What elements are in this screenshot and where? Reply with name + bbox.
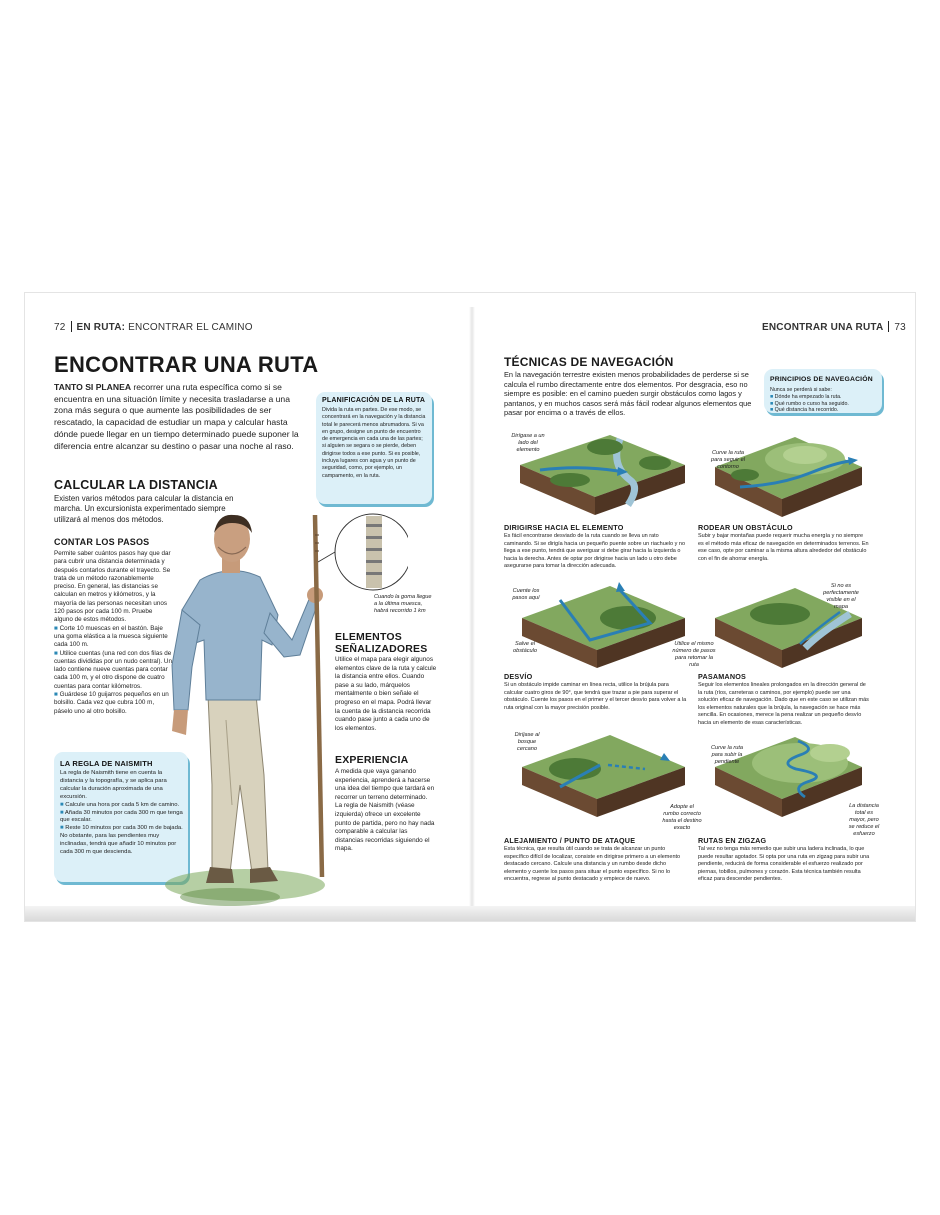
technique-heading-detour: DESVÍO xyxy=(504,672,533,681)
page-title: ENCONTRAR UNA RUTA xyxy=(54,352,319,377)
steps-item: ■ Utilice cuentas (una red con dos filas de cuentas divididas por un nudo central). Un lado contiene nueve cuentas para contar cada 100 m, y el otro dispone de cuatro cuentas para contar kilómetros. xyxy=(54,649,172,690)
stick-detail-magnifier xyxy=(318,510,408,596)
principles-body xyxy=(770,387,880,414)
nav-title: TÉCNICAS DE NAVEGACIÓN xyxy=(504,355,674,369)
principles-item: ■ Dónde ha empezado la ruta. xyxy=(770,393,842,400)
experience-text: A medida que vaya ganando experiencia, aprenderá a hacerse una idea del tiempo que tardará en recorrer un terreno determinado. La regla de Naismith (véase izquierda) ofrece un excelente punto de partida, pero no hay nada comparable a calcular las distancias recorridas siguiendo el mapa. xyxy=(335,768,435,853)
principles-item: ■ Qué rumbo o curso ha seguido. xyxy=(770,400,849,407)
naismith-heading: LA REGLA DE NAISMITH xyxy=(60,759,153,768)
technique-heading-contour: RODEAR UN OBSTÁCULO xyxy=(698,523,793,532)
steps-item: ■ Guárdese 10 guijarros pequeños en un bolsillo. Cada vez que cubra 100 m, páselo uno al otro bolsillo. xyxy=(54,691,169,715)
callout-zigzag-distance: La distancia total es mayor, pero se reduce el esfuerzo xyxy=(848,803,880,837)
planning-box xyxy=(316,392,432,504)
right-page-number: 73 xyxy=(894,322,906,333)
callout-nearby-forest: Diríjase al bosque cercano xyxy=(514,732,540,752)
naismith-item: ■ Reste 10 minutos por cada 300 m de bajada. No obstante, para las pendientes muy inclinadas, tendrá que añadir 10 minutos por cada 300 m que descienda. xyxy=(60,825,183,856)
principles-lead: Nunca se perderá si sabe: xyxy=(770,387,832,393)
technique-heading-handrail: PASAMANOS xyxy=(698,672,746,681)
right-header-title: ENCONTRAR UNA RUTA xyxy=(762,322,884,333)
technique-text-aim-off: Es fácil encontrarse desviado de la ruta cuando se lleva un rato caminando. Si se dirigía hacia un pequeño puente sobre un riachuelo y no llega a ese punto, tendrá que averiguar si debe girar hacia la izquierda o hacia la derecha. Antes de optar por dirigirse hacia un lado u otro debe asegurarse para tomar la dirección adecuada. xyxy=(504,533,686,569)
page-bottom-shadow xyxy=(25,906,915,921)
callout-zigzag-curve: Curve la ruta para subir la pendiente xyxy=(710,745,744,765)
calc-text: Existen varios métodos para calcular la distancia en marcha. Un excursionista experimentado siempre utilizará al menos dos métodos. xyxy=(54,494,234,524)
naismith-item: ■ Calcule una hora por cada 5 km de camino. xyxy=(60,801,180,808)
callout-handrail: Si no es perfectamente visible en el mapa xyxy=(823,583,859,610)
principles-heading: PRINCIPIOS DE NAVEGACIÓN xyxy=(770,376,873,383)
technique-heading-attack-point: ALEJAMIENTO / PUNTO DE ATAQUE xyxy=(504,836,636,845)
calc-heading: CALCULAR LA DISTANCIA xyxy=(54,478,218,492)
intro-paragraph xyxy=(54,382,302,452)
callout-pass-obstacle: Salve el obstáculo xyxy=(513,641,537,654)
markers-heading: ELEMENTOS SEÑALIZADORES xyxy=(335,631,428,655)
steps-text: Permite saber cuántos pasos hay que dar para cubrir una distancia determinada y después contarlos durante el trayecto. Se trata de un método razonablemente preciso. En general, las distancias se calculan en metros y kilómetros, y la mayoría de las personas necesitan unos 120 pasos por cada 100 m. Pruebe alguno de estos métodos. xyxy=(54,550,171,624)
technique-text-zigzag: Tal vez no tenga más remedio que subir una ladera inclinada, lo que puede resultar agotador. Si opta por una ruta en zigzag para subir una pendiente, reducirá de forma considerable el esfuerzo realizado por piernas, tobillos, pulmones y corazón. Esta técnica también resulta eficaz para descender pendientes. xyxy=(698,846,870,882)
technique-heading-zigzag: RUTAS EN ZIGZAG xyxy=(698,836,767,845)
stick-callout: Cuando la goma llegue a la última muesca, habrá recorrido 1 km xyxy=(374,594,432,614)
nav-intro: En la navegación terrestre existen menos probabilidades de perderse si se calcula el rumbo directamente entre dos elementos. Por desgracia, eso no siempre es posible: en el camino pueden surgir obstáculos como lagos y pantanos, y en muchos casos será más fácil rodear algunos elementos que pasar por encima o a través de ellos. xyxy=(504,370,752,418)
principles-box xyxy=(764,369,882,413)
book-gutter xyxy=(469,307,475,906)
steps-item: ■ Corte 10 muescas en el bastón. Baje una goma elástica a la muesca siguiente cada 100 m. xyxy=(54,624,168,649)
terrain-diagram-zigzag xyxy=(700,725,870,825)
experience-heading: EXPERIENCIA xyxy=(335,754,409,766)
intro-text: recorrer una ruta específica como si se encuentra en una situación límite y necesita trasladarse a una zona más segura o que aumente las posibilidades de ser rescatado, la capacidad de estudiar un mapa y calcular hasta dónde puede llegar en un tiempo determinado puede suponer la diferencia entre alcanzar su destino o pasar una noche al raso. xyxy=(54,382,299,451)
callout-contour: Curve la ruta para seguir el contorno xyxy=(711,450,745,470)
naismith-item: ■ Añada 30 minutos por cada 300 m que tenga que escalar. xyxy=(60,809,183,824)
steps-heading: CONTAR LOS PASOS xyxy=(54,537,150,547)
callout-count-steps: Cuente los pasos aquí xyxy=(512,588,540,601)
header-section: EN RUTA: xyxy=(76,322,126,333)
intro-lead: TANTO SI PLANEA xyxy=(54,382,132,392)
principles-item: ■ Qué distancia ha recorrido. xyxy=(770,407,839,414)
technique-text-attack-point: Esta técnica, que resulta útil cuando se trata de alcanzar un punto específico difícil de localizar, consiste en dirigirse primero a un elemento destacado cercano. Calcule una distancia y un rumbo desde dicho elemento y cuente los pasos para situar el punto específico. Si no lo encuentra, regrese al punto destacado y empiece de nuevo. xyxy=(504,846,681,882)
left-page-number: 72 xyxy=(54,322,66,333)
callout-same-steps: Utilice el mismo número de pasos para retomar la ruta xyxy=(672,641,716,668)
left-page-header xyxy=(54,321,253,333)
markers-text: Utilice el mapa para elegir algunos elementos clave de la ruta y calcule la distancia entre ellos. Cuando pase a su lado, márquelos mentalmente o bien señale el progreso en el mapa. Podrá llevar la cuenta de la distancia recorrida cuando pase junto a cada uno de los elementos. xyxy=(335,656,437,732)
planning-text: Divida la ruta en partes. De ese modo, se concentrará en la navegación y la distancia total le parecerá menos abrumadora. Si va en grupo, designe un punto de encuentro de emergencia en cada una de las partes; si alguien se segara o se pierde, deben dirigirse todos a ese punto. Si es posible, incluya lugares con agua y un punto de seguridad, como, por ejemplo, un campamento, en la ruta. xyxy=(322,407,426,479)
naismith-text: La regla de Naismith tiene en cuenta la distancia y la topografía, y se aplica para calcular la duración aproximada de una excursión. xyxy=(60,770,167,800)
planning-heading: PLANIFICACIÓN DE LA RUTA xyxy=(322,397,426,404)
right-page-header xyxy=(762,321,906,333)
callout-aim-off: Dirígase a un lado del elemento xyxy=(511,433,545,453)
technique-heading-aim-off: DIRIGIRSE HACIA EL ELEMENTO xyxy=(504,523,624,532)
terrain-diagram-contour xyxy=(700,425,870,525)
callout-correct-bearing: Adopte el rumbo correcto hasta el destino exacto xyxy=(662,804,702,831)
technique-text-detour: Si un obstáculo impide caminar en línea recta, utilice la brújula para calcular cuatro giros de 90°, que tendrá que trazar a pie para superar el obstáculo. Cuente los pasos en el primer y el tercer desvío para volver a la ruta original con la mayor precisión posible. xyxy=(504,682,687,711)
steps-section xyxy=(54,550,172,716)
header-subtitle: ENCONTRAR EL CAMINO xyxy=(128,322,253,333)
technique-text-handrail: Seguir los elementos lineales prolongados en la dirección general de la ruta (ríos, carreteras o caminos, por ejemplo) puede ser una solución eficaz de navegación. Dado que en este caso se utilizan más los elementos naturales que la brújula, la navegación se hace más sencilla. En ocasiones, merece la pena realizar un pequeño desvío hacia un elemento de esas características. xyxy=(698,682,869,726)
technique-text-contour: Subir y bajar montañas puede requerir mucha energía y no siempre es el método más eficaz de navegación en determinados terrenos. En ese caso, opte por caminar a la misma altura alrededor del obstáculo con el fin de ahorrar energía. xyxy=(698,533,869,562)
